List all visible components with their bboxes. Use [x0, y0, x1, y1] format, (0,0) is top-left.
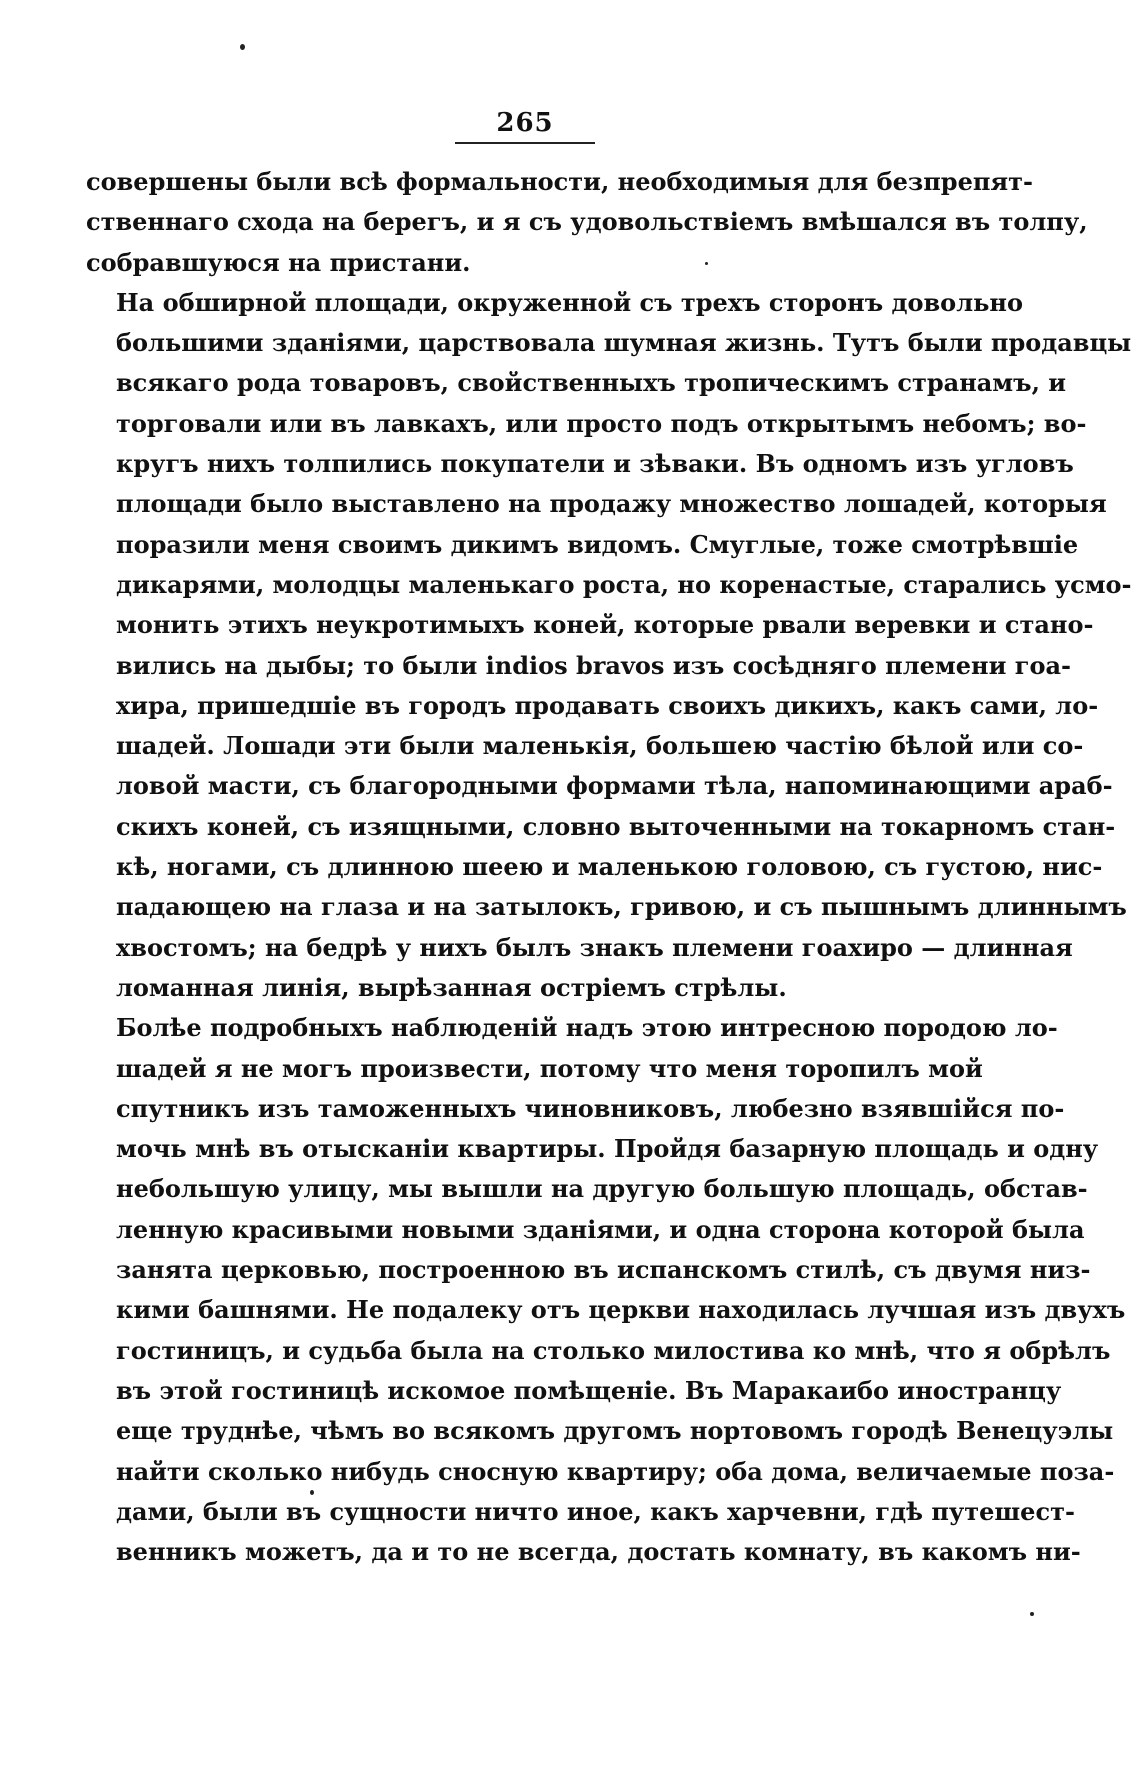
text-line: На обширной площади, окруженной съ трехъ сторонъ довольно [116, 287, 1023, 317]
text-line: гостиницъ, и судьба была на столько милостива ко мнѣ, что я обрѣлъ [116, 1335, 1111, 1365]
text-line: ственнаго схода на берегъ, и я съ удовольствіемъ вмѣшался въ толпу, [86, 207, 1088, 237]
text-line: торговали или въ лавкахъ, или просто подъ открытымъ небомъ; во- [116, 408, 1087, 438]
text-line: поразили меня своимъ дикимъ видомъ. Смуглые, тоже смотрѣвшіе [116, 529, 1079, 559]
text-line: шадей. Лошади эти были маленькія, большею частію бѣлой или со- [116, 731, 1084, 761]
ink-speck [1030, 1612, 1034, 1616]
text-line: кругъ нихъ толпились покупатели и зѣваки. Въ одномъ изъ угловъ [116, 449, 1074, 479]
text-line: мочь мнѣ въ отысканіи квартиры. Пройдя базарную площадь и одну [116, 1134, 1099, 1164]
text-line: скихъ коней, съ изящными, словно выточенными на токарномъ стан- [116, 811, 1116, 841]
paragraph [86, 1008, 1126, 1572]
text-line: въ этой гостиницѣ искомое помѣщеніе. Въ Маракаибо иностранцу [116, 1375, 1062, 1405]
text-line: Болѣе подробныхъ наблюденій надъ этою интресною породою ло- [116, 1013, 1058, 1043]
header-rule [455, 142, 595, 144]
text-line: ломанная линія, вырѣзанная остріемъ стрѣлы. [116, 972, 787, 1002]
text-line: площади было выставлено на продажу множество лошадей, которыя [116, 489, 1107, 519]
text-line: собравшуюся на пристани. [86, 247, 471, 277]
page-number: 265 [496, 108, 554, 138]
text-line: падающею на глаза и на затылокъ, гривою, и съ пышнымъ длиннымъ [116, 892, 1127, 922]
text-line: кѣ, ногами, съ длинною шеею и маленькою головою, съ густою, нис- [116, 852, 1103, 882]
text-line: совершены были всѣ формальности, необходимыя для безпрепят- [86, 167, 1033, 196]
paragraph [86, 283, 1132, 1008]
text-line: монить этихъ неукротимыхъ коней, которые рвали веревки и стано- [116, 610, 1094, 640]
text-line: ловой масти, съ благородными формами тѣла, напоминающими араб- [116, 771, 1113, 801]
text-line: венникъ можетъ, да и то не всегда, достать комнату, въ какомъ ни- [116, 1537, 1081, 1567]
text-line: небольшую улицу, мы вышли на другую большую площадь, обстав- [116, 1174, 1088, 1204]
text-line: спутникъ изъ таможенныхъ чиновниковъ, любезно взявшійся по- [116, 1093, 1065, 1123]
text-line: еще труднѣе, чѣмъ во всякомъ другомъ нортовомъ городѣ Венецуэлы [116, 1416, 1114, 1446]
ink-speck [240, 44, 245, 50]
text-line: ленную красивыми новыми зданіями, и одна сторона которой была [116, 1214, 1085, 1244]
text-line: дами, были въ сущности ничто иное, какъ харчевни, гдѣ путешест- [116, 1496, 1075, 1526]
text-line: кими башнями. Не подалеку отъ церкви находилась лучшая изъ двухъ [116, 1295, 1126, 1325]
paragraph [86, 162, 1088, 283]
text-line: занята церковью, построенною въ испанскомъ стилѣ, съ двумя низ- [116, 1255, 1091, 1285]
text-line: хвостомъ; на бедрѣ у нихъ былъ знакъ племени гоахиро — длинная [116, 932, 1073, 962]
text-line: шадей я не могъ произвести, потому что меня торопилъ мой [116, 1053, 983, 1083]
text-line: дикарями, молодцы маленькаго роста, но коренастые, старались усмо- [116, 569, 1132, 599]
text-line: хира, пришедшіе въ городъ продавать своихъ дикихъ, какъ сами, ло- [116, 690, 1099, 720]
text-line: большими зданіями, царствовала шумная жизнь. Тутъ были продавцы [116, 328, 1132, 358]
text-line: найти сколько нибудь сносную квартиру; оба дома, величаемые поза- [116, 1456, 1115, 1486]
text-line: всякаго рода товаровъ, свойственныхъ тропическимъ странамъ, и [116, 368, 1067, 398]
body-text [86, 162, 1132, 1572]
text-line: вились на дыбы; то были indios bravos изъ сосѣдняго племени гоа- [116, 650, 1071, 680]
